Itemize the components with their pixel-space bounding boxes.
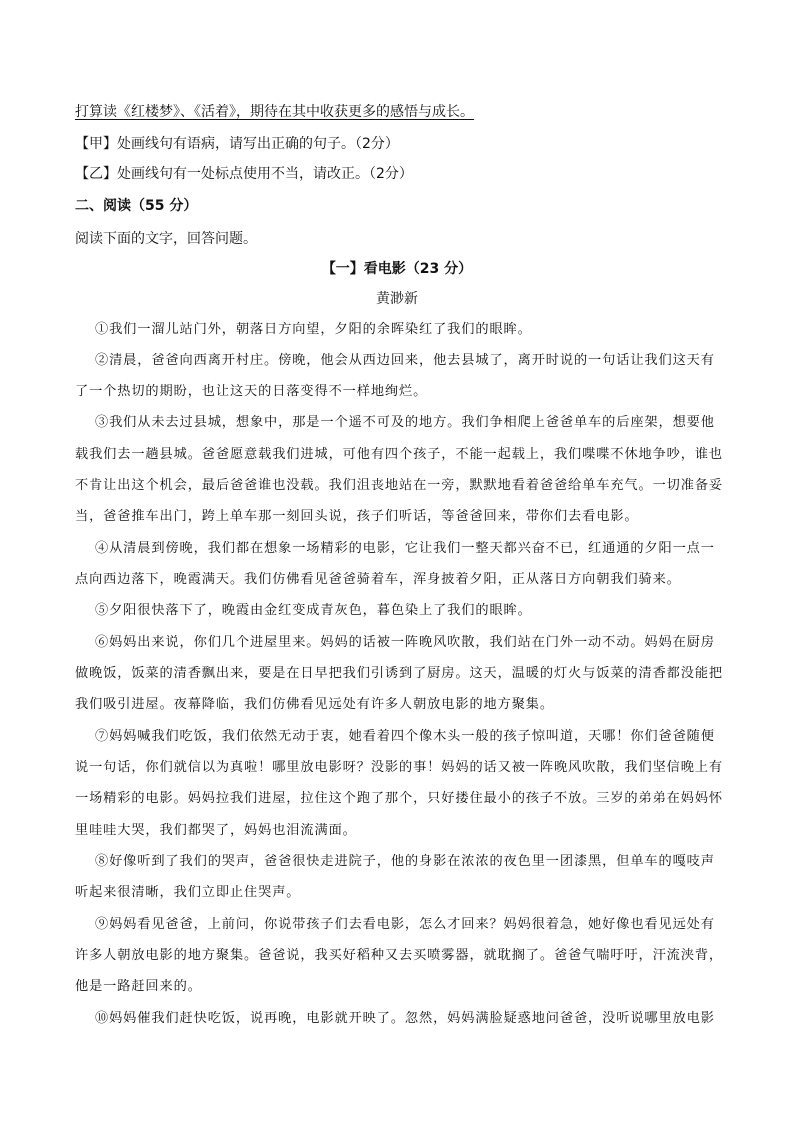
passage-line: ⑨妈妈看见爸爸，上前问，你说带孩子们去看电影，怎么才回来？妈妈很着急，她好像也看见远处有 (95, 917, 715, 932)
passage-line: 说一句话，你们就信以为真啦！哪里放电影呀？没影的事！妈妈的话又被一阵晚风吹散，我们坚信晚上有 (75, 760, 723, 775)
passage-line: 不肯让出这个机会，最后爸爸谁也没载。我们沮丧地站在一旁，默默地看着爸爸给单车充气。一切准备妥 (75, 478, 723, 493)
passage-line: 做晚饭，饭菜的清香飘出来，要是在日早把我们引诱到了厨房。这天，温暖的灯火与饭菜的清香都没能把 (75, 666, 723, 681)
passage-line: ③我们从未去过县城，想象中，那是一个遥不可及的地方。我们争相爬上爸爸单车的后座架，想要他 (95, 415, 715, 430)
passage-line: ⑤夕阳很快落下了，晚霞由金红变成青灰色，暮色染上了我们的眼眸。 (95, 603, 532, 618)
passage-line: 点向西边落下，晚霞满天。我们仿佛看见爸爸骑着车，浑身披着夕阳，正从落日方向朝我们骑来。 (75, 572, 681, 587)
passage-line: ②清晨，爸爸向西离开村庄。傍晚，他会从西边回来，他去县城了，离开时说的一句话让我们这天有 (95, 353, 715, 368)
passage-line: 了一个热切的期盼，也让这天的日落变得不一样地绚烂。 (75, 384, 428, 399)
passage-line: 当，爸爸推车出门，跨上单车那一刻回头说，孩子们听话，等爸爸回来，带你们去看电影。 (75, 509, 639, 524)
passage-title: 【一】看电影（23 分） (321, 261, 473, 277)
passage-line: ⑧好像听到了我们的哭声，爸爸很快走进院子，他的身影在浓浓的夜色里一团漆黑，但单车的嘎吱声 (95, 854, 715, 869)
passage-line: 载我们去一趟县城。爸爸愿意载我们进城，可他有四个孩子，不能一起载上，我们喋喋不休地争吵，谁也 (75, 447, 723, 462)
passage-line: ①我们一溜儿站门外，朝落日方向望，夕阳的余晖染红了我们的眼眸。 (95, 322, 532, 337)
passage-line: ④从清晨到傍晚，我们都在想象一场精彩的电影，它让我们一整天都兴奋不已，红通通的夕阳一点一 (95, 541, 715, 556)
passage-line: 许多人朝放电影的地方聚集。爸爸说，我买好稻种又去买喷雾器，就耽搁了。爸爸气喘吁吁，汗流浃背， (75, 948, 723, 963)
underlined-sentence: 打算读《红楼梦》、《活着》，期待在其中收获更多的感悟与成长。 (75, 104, 474, 120)
passage-author: 黄渺新 (376, 291, 418, 307)
passage-line: 一场精彩的电影。妈妈拉我们进屋，拉住这个跑了那个，只好搂住最小的孩子不放。三岁的弟弟在妈妈怀 (75, 791, 723, 806)
passage-line: ⑥妈妈出来说，你们几个进屋里来。妈妈的话被一阵晚风吹散，我们站在门外一动不动。妈妈在厨房 (95, 635, 715, 650)
reading-instruction: 阅读下面的文字，回答问题。 (75, 231, 257, 247)
passage-line: 听起来很清晰，我们立即止住哭声。 (75, 885, 301, 900)
section-heading: 二、阅读（55 分） (75, 198, 198, 214)
passage-line: ⑦妈妈喊我们吃饭，我们依然无动于衷，她看着四个像木头一般的孩子惊叫道，天哪！你们爸爸随便 (95, 729, 715, 744)
passage-line: 里哇哇大哭，我们都哭了，妈妈也泪流满面。 (75, 823, 357, 838)
question-yi: 【乙】处画线句有一处标点使用不当，请改正。（2分） (75, 166, 413, 182)
passage-line: 他是一路赶回来的。 (75, 979, 202, 994)
passage-line: 我们吸引进屋。夜幕降临，我们仿佛看见远处有许多人朝放电影的地方聚集。 (75, 697, 554, 712)
question-jia: 【甲】处画线句有语病，请写出正确的句子。（2分） (75, 136, 399, 152)
passage-line: ⑩妈妈催我们赶快吃饭，说再晚，电影就开映了。忽然，妈妈满脸疑惑地问爸爸，没听说哪里放电影 (95, 1011, 715, 1026)
